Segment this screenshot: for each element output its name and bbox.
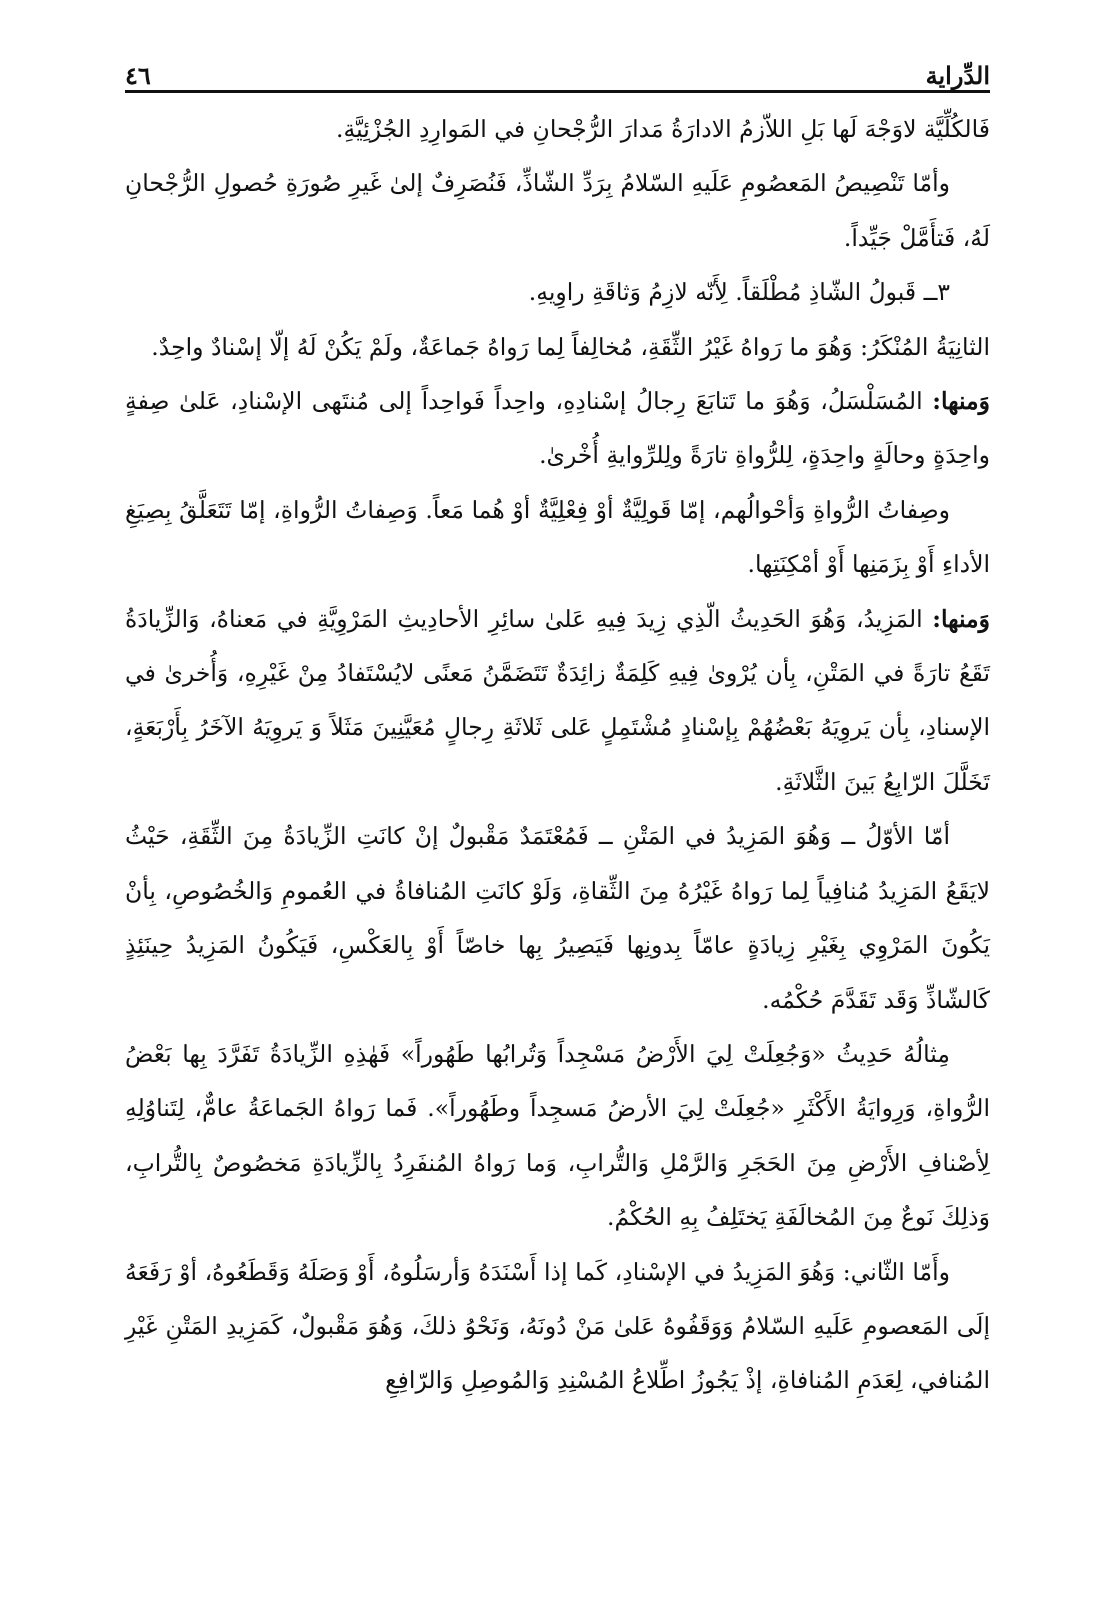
- paragraph-text: فَالكُلِّيَّة لاوَجْهَ لَها بَلِ اللاّزمُ الادارَةُ مَدارَ الرُّجْحانِ في المَوارِدِ الجُزْئِيَّةِ.: [336, 115, 990, 143]
- paragraph: [125, 374, 990, 483]
- section-keyword: وَمنها:: [932, 387, 990, 416]
- section-keyword: وَمنها:: [932, 604, 990, 633]
- paragraph: [125, 483, 990, 592]
- paragraph-text: وأَمّا الثّاني: وَهُوَ المَزِيدُ في الإسْنادِ، كَما إذا أَسْنَدَهُ وَأرسَلُوهُ، أَوْ وَصَلَهُ وَقَطَعُوهُ، أوْ رَفَعَهُ إلَى المَعصومِ عَلَيهِ السّلامُ وَوَقَفُوهُ عَلىٰ مَنْ دُونَهُ، وَنَحْوُ ذلكَ، وَهُوَ مَقْبولٌ، كَمَزِيدِ المَتْنِ غَيْرِ المُنافي، لِعَدَمِ المُنافاةِ، إذْ يَجُوزُ اطِّلاعُ المُسْنِدِ وَالمُوصِلِ وَالرّافِعِ: [125, 1257, 990, 1395]
- paragraph-text: الثانِيَةُ المُنْكَرُ: وَهُوَ ما رَواهُ غَيْرُ الثِّقَةِ، مُخالِفاً لِما رَواهُ جَماعَةٌ، ولَمْ يَكُنْ لَهُ إلّا إسْنادٌ واحِدٌ.: [151, 332, 990, 361]
- running-title: الدِّراية: [925, 61, 990, 90]
- paragraph: [125, 320, 990, 374]
- paragraph: [125, 809, 990, 1027]
- paragraph: [125, 156, 990, 265]
- paragraph-text: المُسَلْسَلُ، وَهُوَ ما تَتابَعَ رِجالُ إسْنادِهِ، واحِداً فَواحِداً إلى مُنتَهى الإسْنادِ، عَلىٰ صِفةٍ واحِدَةٍ وحالَةٍ واحِدَةٍ، لِلرُّواةِ تارَةً ولِلرِّوايةِ أُخْرىٰ.: [125, 387, 990, 470]
- paragraph-text: أمّا الأوّلُ ــ وَهُوَ المَزِيدُ في المَتْنِ ــ فَمُعْتَمَدٌ مَقْبولٌ إنْ كانَتِ الزِّيادَةُ مِنَ الثِّقَةِ، حَيْثُ لايَقَعُ المَزِيدُ مُنافِياً لِما رَواهُ غَيْرُهُ مِنَ الثِّقاةِ، وَلَوْ كانَتِ المُنافاةُ في العُمومِ وَالخُصُوصِ، بِأنْ يَكُونَ المَرْوِي بِغَيْرِ زِيادَةٍ عامّاً بِدونِها فَيَصِيرُ بِها خاصّاً أَوْ بِالعَكْسِ، فَيَكُونُ المَزِيدُ حِينَئِذٍ كَالشّاذِّ وَقَد تَقَدَّمَ حُكْمُه.: [125, 822, 990, 1014]
- page-number: ٤٦: [125, 61, 151, 90]
- paragraph-text: مِثالُهُ حَدِيثُ «وَجُعِلَتْ لِيَ الأَرْضُ مَسْجِداً وَتُرابُها طَهُوراً» فَهٰذِهِ الزِّيادَةُ تَفَرَّدَ بِها بَعْضُ الرُّواةِ، وَرِوايَةُ الأَكْثَرِ «جُعِلَتْ لِيَ الأرضُ مَسجِداً وطَهُوراً». فَما رَواهُ الجَماعَةُ عامٌّ، لِتَناوُلِهِ لِأصْنافِ الأَرْضِ مِنَ الحَجَرِ وَالرَّمْلِ وَالتُّرابِ، وَما رَواهُ المُنفَرِدُ بِالزِّيادَةِ مَخصُوصٌ بِالتُّرابِ، وَذلِكَ نَوعٌ مِنَ المُخالَفَةِ يَختَلِفُ بِهِ الحُكْمُ.: [125, 1039, 990, 1232]
- paragraph-text: المَزِيدُ، وَهُوَ الحَدِيثُ الّذِي زِيدَ فِيهِ عَلىٰ سائِرِ الأحادِيثِ المَرْوِيَّةِ في مَعناهُ، وَالزِّيادَةُ تَقَعُ تارَةً في المَتْنِ، بِأن يُرْوىٰ فِيهِ كَلِمَةٌ زائِدَةٌ تَتَضَمَّنُ مَعنًى لايُسْتَفادُ مِنْ غَيْرِهِ، وَأُخرىٰ في الإسنادِ، بِأن يَروِيَهُ بَعْضُهُمْ بِإسْنادٍ مُشْتَمِلٍ عَلى ثَلاثَةِ رِجالٍ مُعَيَّنِينَ مَثَلاً وَ يَروِيَهُ الآخَرُ بِأَرْبَعَةٍ، تَخَلَّلَ الرّابِعُ بَينَ الثَّلاثَةِ.: [125, 604, 990, 796]
- paragraph: [125, 102, 990, 156]
- paragraph-text: وأمّا تَنْصِيصُ المَعصُومِ عَلَيهِ السّلامُ بِرَدِّ الشّاذِّ، فَنُصَرِفٌ إلىٰ غَيرِ صُورَةِ حُصولِ الرُّجْحانِ لَهُ، فَتأَمَّلْ جَيِّداً.: [125, 169, 990, 252]
- page-body: [125, 102, 990, 1408]
- paragraph-text: ٣ــ قَبولُ الشّاذِ مُطْلَقاً. لِأَنّه لازِمُ وَثاقَةِ راوِيهِ.: [528, 278, 950, 307]
- paragraph: [125, 592, 990, 810]
- paragraph-text: وصِفاتُ الرُّواةِ وَأحْوالُهم، إمّا قَولِيَّةٌ أوْ فِعْلِيَّةٌ أوْ هُما مَعاً. وَصِفاتُ الرُّواةِ، إمّا تَتَعَلَّقُ بِصِيَغِ الأداءِ أَوْ بِزَمَنِها أَوْ أمْكِنَتِها.: [125, 495, 990, 579]
- paragraph: [125, 265, 990, 319]
- paragraph: [125, 1245, 990, 1408]
- page-header: [125, 40, 990, 90]
- paragraph: [125, 1027, 990, 1245]
- header-rule: [125, 90, 990, 93]
